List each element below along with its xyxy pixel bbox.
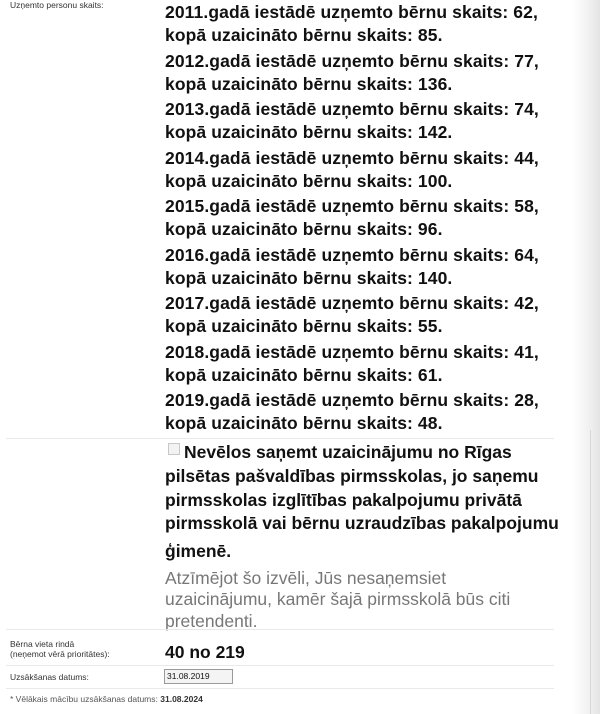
admitted-stat-entry (165, 341, 555, 387)
queue-label-line2: (neņemot vērā prioritātes): (10, 648, 110, 659)
stat-line-invited: kopā uzaicināto bērnu skaits: 85. (165, 25, 443, 45)
stat-line-admitted: 2018.gadā iestādē uzņemto bērnu skaits: 41, (165, 341, 539, 362)
opt-out-note-line: Atzīmējot šo izvēli, Jūs nesaņemsiet (165, 567, 447, 588)
page-edge-shadow (572, 0, 600, 714)
stat-line-invited: kopā uzaicināto bērnu skaits: 136. (165, 73, 453, 94)
opt-out-line: Nevēlos saņemt uzaicinājumu no Rīgas (184, 442, 512, 462)
stat-line-invited: kopā uzaicināto bērnu skaits: 55. (165, 316, 443, 336)
stat-line-invited: kopā uzaicināto bērnu skaits: 61. (165, 364, 443, 385)
stat-line-invited: kopā uzaicināto bērnu skaits: 48. (165, 413, 443, 433)
admitted-stat-entry (165, 50, 555, 96)
stat-line-admitted: 2015.gadā iestādē uzņemto bērnu skaits: 58, (165, 196, 539, 216)
stat-line-admitted: 2017.gadā iestādē uzņemto bērnu skaits: 42, (165, 293, 539, 313)
stat-line-admitted: 2011.gadā iestādē uzņemto bērnu skaits: 62, (165, 2, 538, 22)
opt-out-row-divider (6, 438, 554, 630)
start-date-label: Uzsākšanas datums: (10, 672, 89, 682)
admitted-stat-entry (165, 244, 555, 290)
admitted-stat-entry (165, 147, 555, 193)
admitted-stat-entry (165, 389, 555, 435)
admitted-count-row (6, 0, 554, 439)
queue-position-label (10, 640, 110, 659)
footnote-date: 31.08.2024 (160, 694, 203, 704)
opt-out-line: pirmsskolas izglītības pakalpojumu privātā (165, 489, 522, 510)
queue-label-line1: Bērna vieta rindā (10, 639, 75, 649)
stat-line-admitted: 2013.gadā iestādē uzņemto bērnu skaits: 74, (165, 99, 539, 119)
stat-line-invited: kopā uzaicināto bērnu skaits: 142. (165, 122, 453, 142)
page-edge-line (590, 430, 591, 714)
opt-out-note-line: uzaicinājumu, kamēr šajā pirmsskolā būs citi (165, 589, 511, 610)
footnote-text: * Vēlākais mācību uzsākšanas datums: (10, 694, 161, 704)
opt-out-line: ģimenē. (165, 541, 232, 562)
opt-out-note-line: pretendenti. (165, 610, 258, 631)
opt-out-line: pilsētas pašvaldības pirmsskolas, jo saņemu (165, 465, 539, 486)
admitted-stats-list (165, 1, 555, 438)
latest-start-footnote (10, 694, 203, 704)
stat-line-admitted: 2019.gadā iestādē uzņemto bērnu skaits: 28, (165, 390, 539, 410)
stat-line-admitted: 2014.gadā iestādē uzņemto bērnu skaits: 44, (165, 147, 539, 168)
start-date-row (6, 666, 554, 689)
stat-line-invited: kopā uzaicināto bērnu skaits: 96. (165, 219, 443, 239)
admitted-stat-entry (165, 292, 555, 338)
admitted-count-label: Uzņemto personu skaits: (10, 0, 104, 10)
start-date-input[interactable] (164, 669, 233, 684)
application-details-panel (6, 0, 559, 714)
opt-out-line: pirmsskolā vai bērnu uzraudzības pakalpojumu (165, 513, 559, 534)
queue-position-value: 40 no 219 (165, 642, 245, 662)
stat-line-admitted: 2012.gadā iestādē uzņemto bērnu skaits: 77, (165, 50, 539, 71)
admitted-stat-entry (165, 195, 555, 241)
queue-position-row (6, 630, 554, 666)
admitted-stat-entry (165, 98, 555, 144)
stat-line-invited: kopā uzaicināto bērnu skaits: 100. (165, 170, 453, 191)
stat-line-invited: kopā uzaicināto bērnu skaits: 140. (165, 267, 453, 288)
stat-line-admitted: 2016.gadā iestādē uzņemto bērnu skaits: 64, (165, 244, 539, 265)
admitted-stat-entry (165, 1, 555, 47)
